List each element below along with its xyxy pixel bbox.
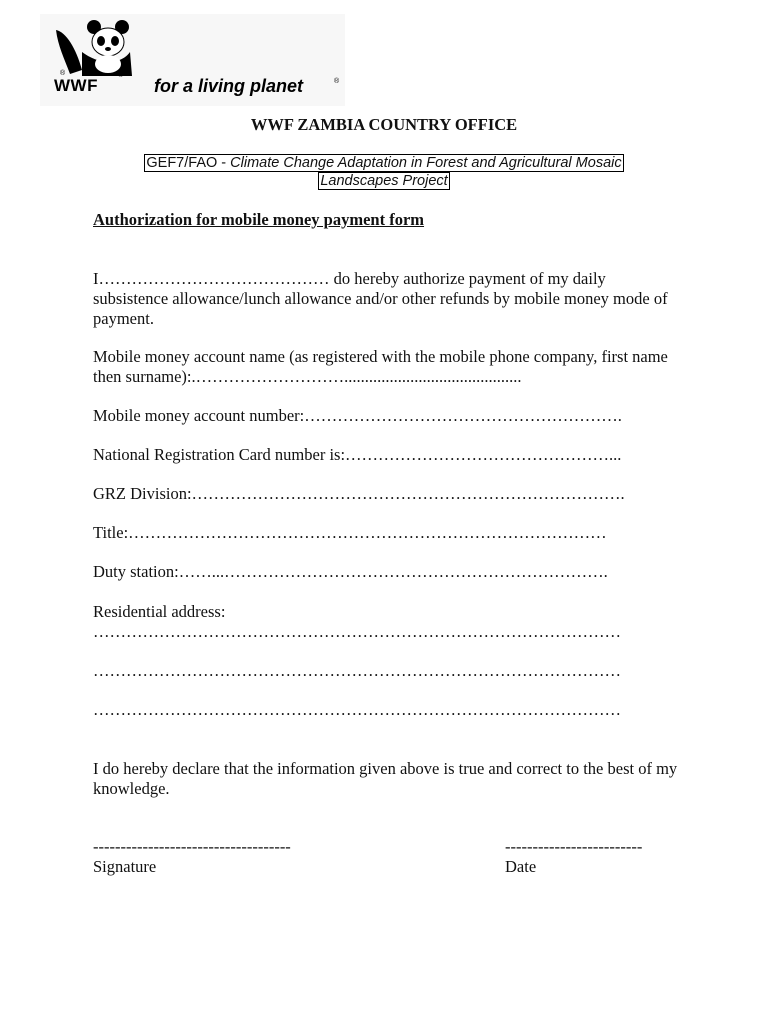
field-duty-station: Duty station:……...……………………………………………………………. bbox=[93, 562, 608, 581]
project-title-line1 bbox=[144, 154, 623, 172]
tagline-registered-mark: ® bbox=[334, 78, 340, 85]
form-title: Authorization for mobile money payment form bbox=[93, 210, 425, 229]
field-title: Title:…………………………………………………………………………… bbox=[93, 523, 607, 542]
residential-address-label: Residential address: bbox=[93, 602, 226, 621]
registered-mark-2: ® bbox=[118, 72, 124, 79]
address-line-3: …………………………………………………………………………………… bbox=[93, 700, 621, 719]
office-title: WWF ZAMBIA COUNTRY OFFICE bbox=[250, 115, 518, 134]
field-account-number: Mobile money account number:…………………………………………………. bbox=[93, 406, 622, 425]
project-prefix: GEF7/FAO - bbox=[146, 155, 231, 171]
signature-label: Signature bbox=[93, 857, 157, 876]
field-nrc-number: National Registration Card number is:…………………………………………... bbox=[93, 445, 622, 464]
authorization-paragraph: I…………………………………… do hereby authorize payment of my daily subsistence allowance/lunch allowance and/or other refunds by mobile money mode of payment. bbox=[93, 269, 672, 328]
project-name-line1: Climate Change Adaptation in Forest and Agricultural Mosaic bbox=[230, 155, 622, 171]
date-line: ------------------------- bbox=[505, 837, 643, 856]
wwf-logo bbox=[40, 14, 345, 106]
wwf-brand-text: WWF bbox=[54, 76, 98, 95]
logo-tagline: for a living planet bbox=[154, 76, 304, 96]
address-line-1: …………………………………………………………………………………… bbox=[93, 622, 621, 641]
project-title-box bbox=[0, 154, 768, 190]
field-account-name: Mobile money account name (as registered with the mobile phone company, first name then surname):.………………………........................................... bbox=[93, 347, 673, 386]
registered-mark: ® bbox=[60, 70, 66, 77]
project-name-line2: Landscapes Project bbox=[320, 173, 448, 189]
address-line-2: …………………………………………………………………………………… bbox=[93, 661, 621, 680]
declaration-paragraph: I do hereby declare that the information given above is true and correct to the best of my knowledge. bbox=[93, 759, 682, 798]
date-label: Date bbox=[505, 857, 537, 876]
signature-line: ------------------------------------ bbox=[93, 837, 291, 856]
field-grz-division: GRZ Division:……………………………………………………………………. bbox=[93, 484, 625, 503]
